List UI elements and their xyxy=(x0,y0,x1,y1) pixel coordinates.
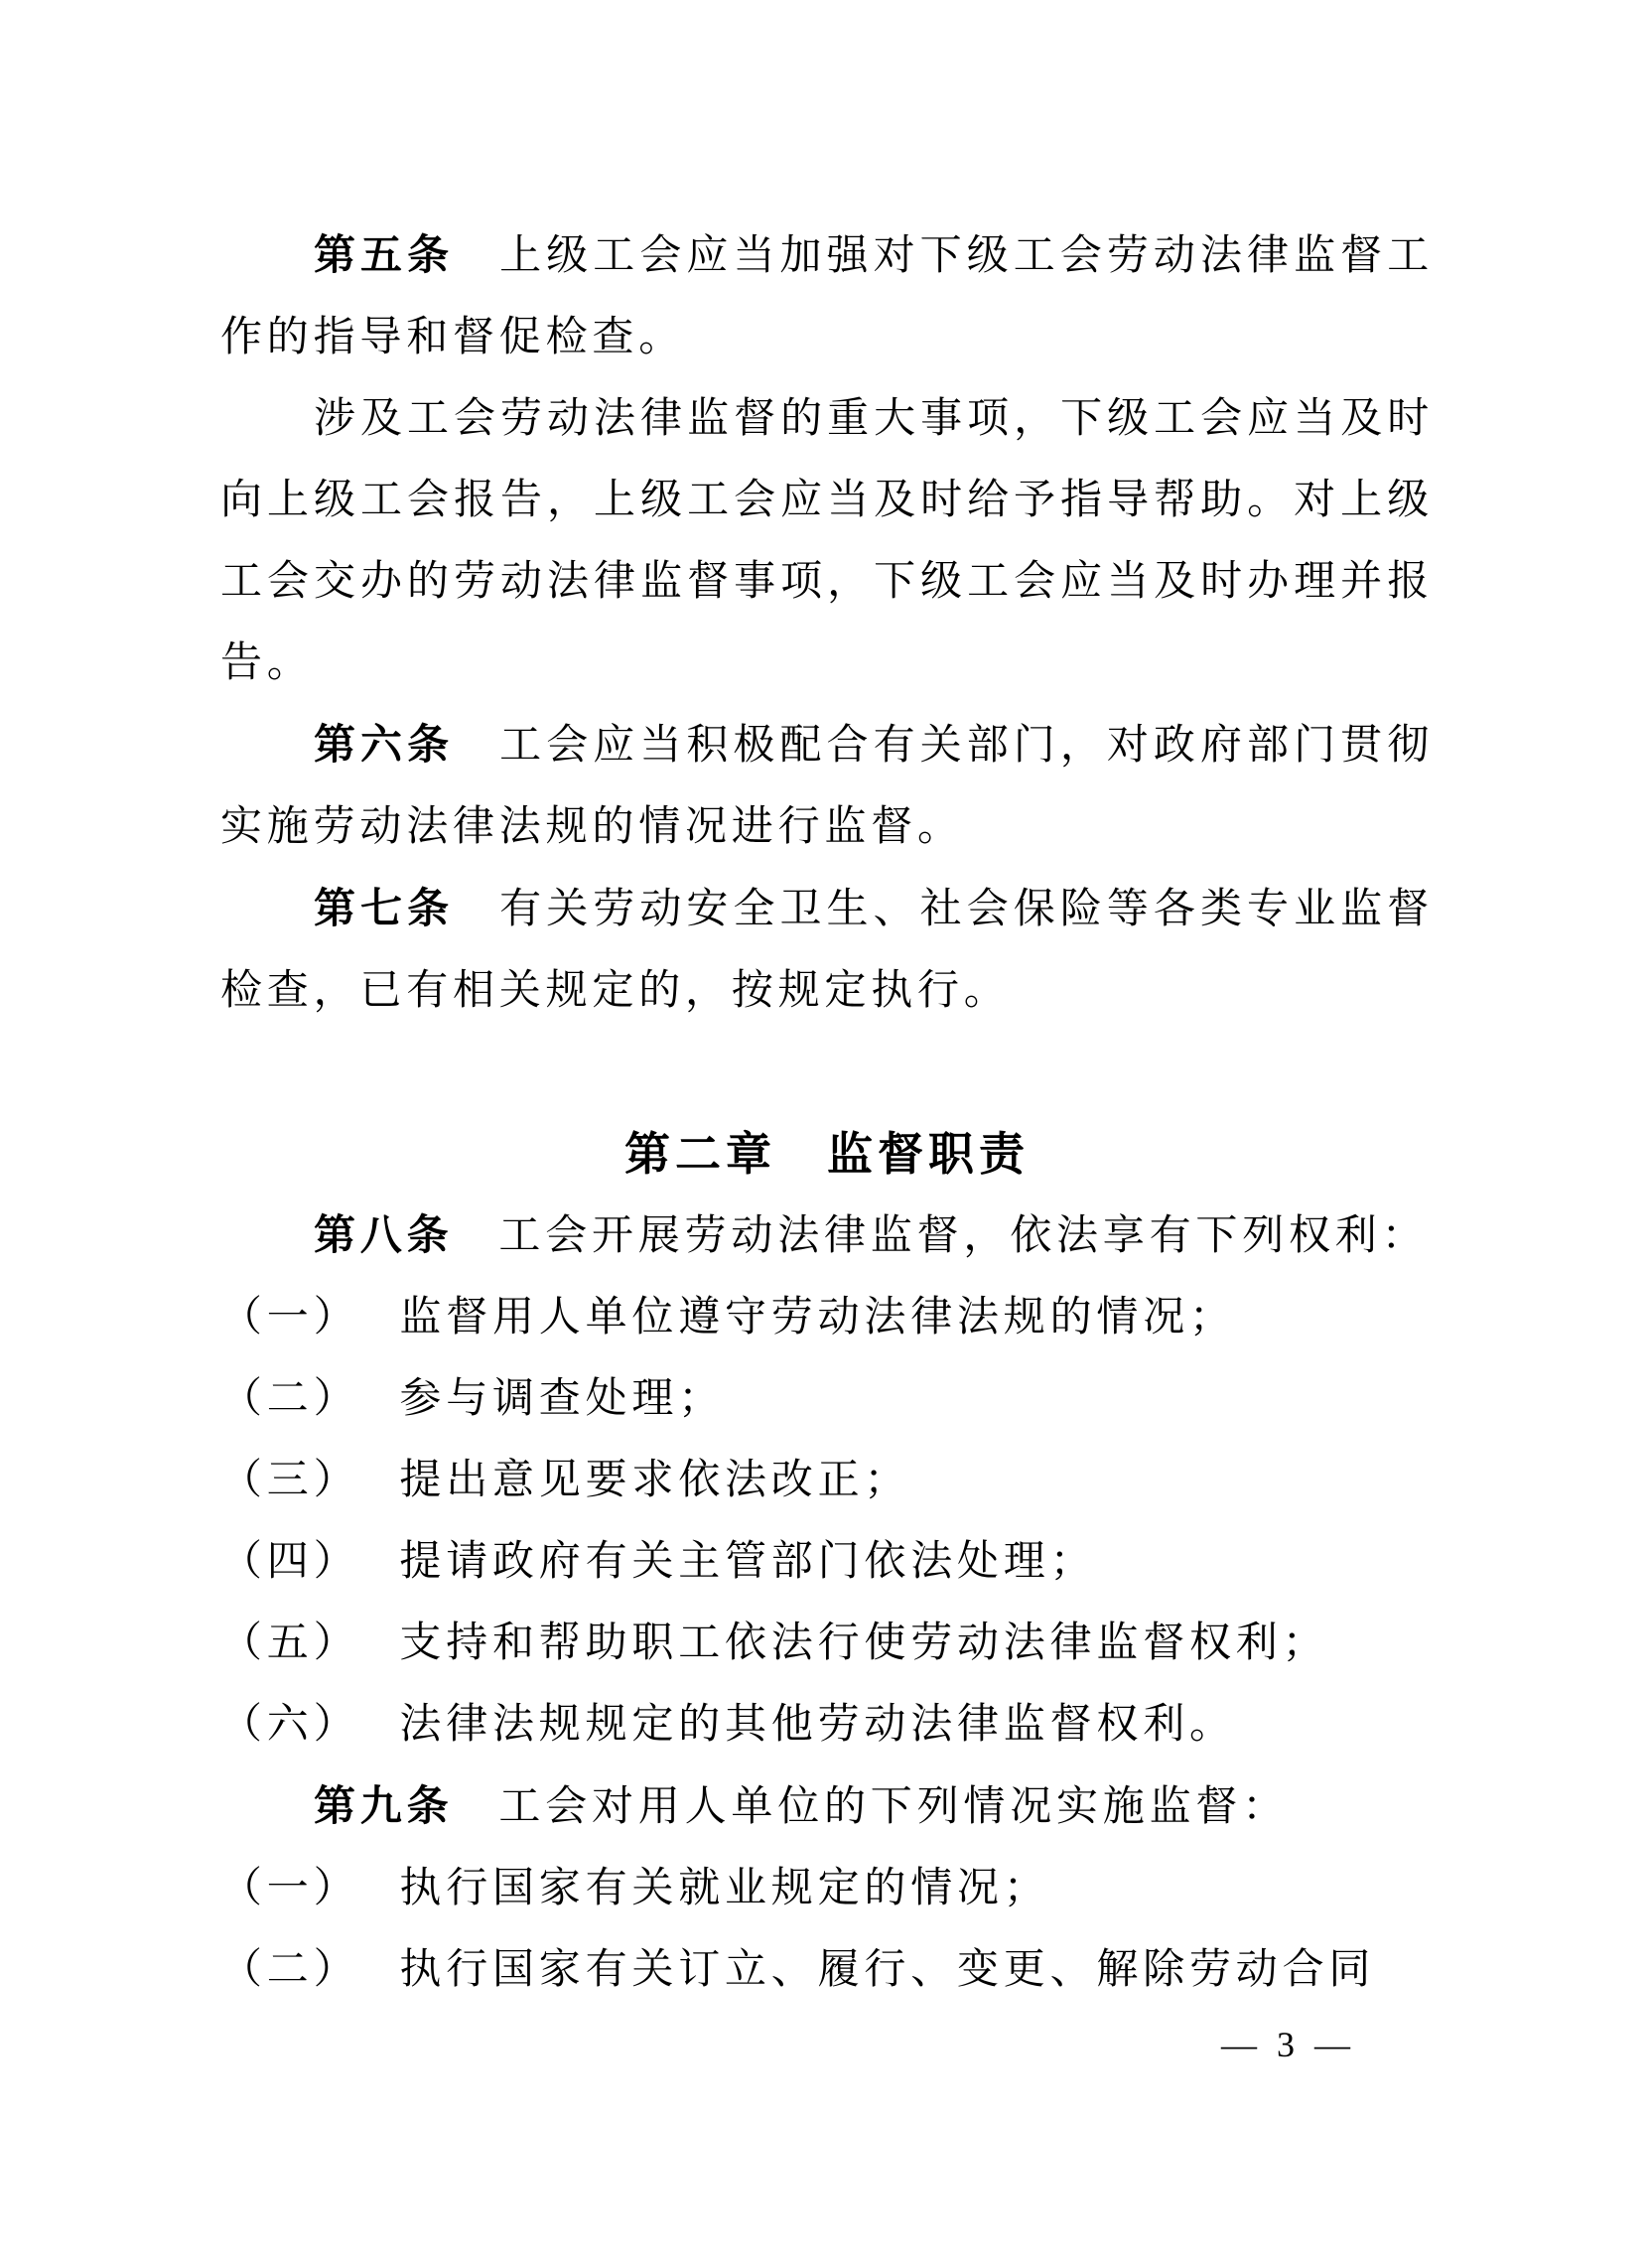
list-item-text: 法律法规规定的其他劳动法律监督权利。 xyxy=(399,1702,1236,1748)
list-item-text: 参与调查处理； xyxy=(399,1376,726,1422)
list-item-text: 监督用人单位遵守劳动法律法规的情况； xyxy=(399,1295,1236,1340)
article-paragraph xyxy=(220,214,1434,378)
list-item-paragraph xyxy=(220,1521,1434,1603)
article-label: 第五条 xyxy=(314,231,455,278)
article-label: 第六条 xyxy=(314,721,455,768)
article-text: 有关劳动安全卫生、社会保险等各类专业监督检查，已有相关规定的，按规定执行。 xyxy=(220,887,1434,1014)
article-text: 上级工会应当加强对下级工会劳动法律监督工作的指导和督促检查。 xyxy=(220,233,1434,360)
article-paragraph xyxy=(220,1195,1434,1277)
list-item-text: 执行国家有关就业规定的情况； xyxy=(399,1866,1050,1911)
list-item-number: （一） xyxy=(220,1866,360,1911)
chapter-heading: 第二章 监督职责 xyxy=(624,1128,1030,1180)
list-item-paragraph xyxy=(220,1277,1434,1358)
list-item-number: （五） xyxy=(220,1621,360,1666)
article-label: 第八条 xyxy=(314,1211,454,1258)
article-paragraph xyxy=(220,704,1434,868)
article-label: 第九条 xyxy=(314,1782,454,1829)
article-text: 工会开展劳动法律监督，依法享有下列权利： xyxy=(498,1213,1429,1259)
list-item-paragraph xyxy=(220,1848,1434,1929)
list-item-number: （六） xyxy=(220,1702,360,1748)
article-paragraph xyxy=(220,868,1434,1032)
paragraph-text: 涉及工会劳动法律监督的重大事项，下级工会应当及时向上级工会报告，上级工会应当及时给予指导帮助。对上级工会交办的劳动法律监督事项，下级工会应当及时办理并报告。 xyxy=(220,396,1434,686)
article-text: 工会应当积极配合有关部门，对政府部门贯彻实施劳动法律法规的情况进行监督。 xyxy=(220,723,1434,850)
footer-left-dash: — xyxy=(1221,2025,1257,2064)
list-item-text: 执行国家有关订立、履行、变更、解除劳动合同 xyxy=(399,1947,1376,1993)
article-label: 第七条 xyxy=(314,885,455,931)
page-footer xyxy=(1221,2024,1390,2065)
list-item-text: 支持和帮助职工依法行使劳动法律监督权利； xyxy=(399,1621,1329,1666)
list-item-number: （三） xyxy=(220,1458,360,1503)
list-item-number: （四） xyxy=(220,1539,360,1585)
article-paragraph xyxy=(220,1765,1434,1848)
list-item-paragraph xyxy=(220,1358,1434,1440)
list-item-text: 提出意见要求依法改正； xyxy=(399,1458,911,1503)
list-item-number: （二） xyxy=(220,1376,360,1422)
body-paragraph xyxy=(220,378,1434,704)
list-item-number: （二） xyxy=(220,1947,360,1993)
list-item-paragraph xyxy=(220,1440,1434,1521)
list-item-number: （一） xyxy=(220,1295,360,1340)
list-item-text: 提请政府有关主管部门依法处理； xyxy=(399,1539,1097,1585)
list-item-paragraph xyxy=(220,1603,1434,1684)
list-item-paragraph xyxy=(220,1684,1434,1765)
article-text: 工会对用人单位的下列情况实施监督： xyxy=(498,1784,1290,1830)
list-item-paragraph xyxy=(220,1929,1434,2011)
page-number: 3 xyxy=(1277,2025,1295,2064)
footer-right-dash: — xyxy=(1314,2025,1350,2064)
document-body xyxy=(220,214,1434,2011)
